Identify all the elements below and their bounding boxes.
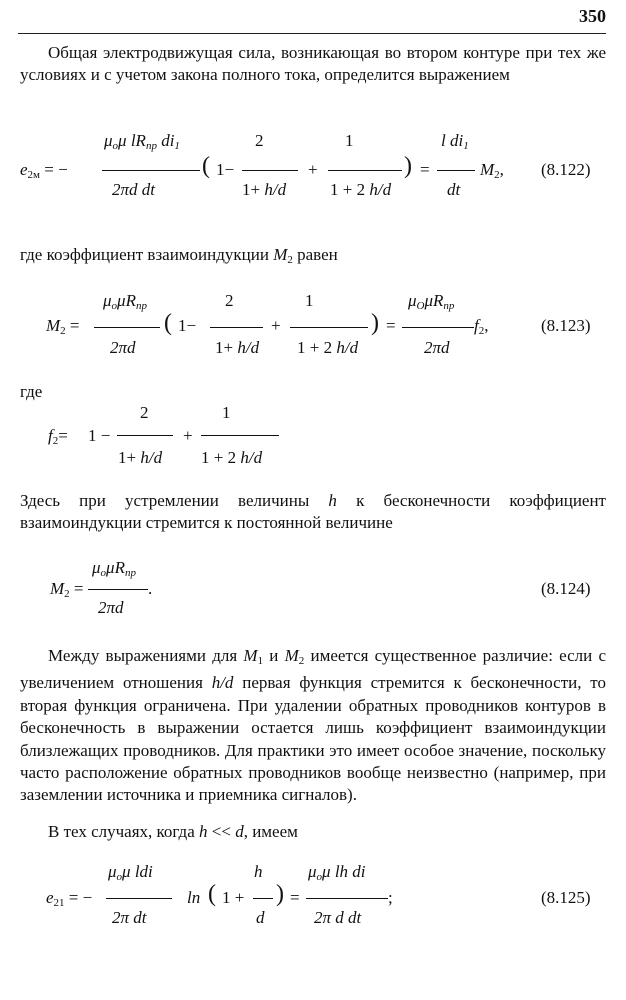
eq4-denominator: 2πd	[98, 598, 124, 617]
eq1-frac3-bar	[328, 170, 402, 171]
eq5-number: (8.125)	[541, 888, 591, 907]
eq4-numerator: $\mu_o\mu R_{пр}$	[92, 558, 136, 579]
eq5-frac3-bar	[306, 898, 388, 899]
eq5-equals: =	[290, 888, 300, 907]
eq5-tail: ;	[388, 888, 393, 907]
eq5-paren-open: (	[208, 881, 216, 907]
eq1-numerator: $\mu_o\mu$ $lR_{пр}$ $di_1$	[104, 131, 180, 152]
eq2-equals: =	[386, 316, 396, 335]
eq4-tail: .	[148, 579, 153, 598]
eq1-frac2-bar	[242, 170, 298, 171]
eq3-frac2-num: 1	[222, 403, 231, 422]
header-rule	[18, 33, 606, 34]
eq1-frac4-num: l $di_1$	[441, 131, 469, 152]
paragraph-case: В тех случаях, когда h << d, имеем	[48, 822, 298, 841]
eq1-frac3-den: 1 + 2 h/d	[330, 180, 392, 199]
eq2-frac3-bar	[290, 327, 368, 328]
eq1-equals: =	[420, 160, 430, 179]
eq3-lhs: $f_2=$	[48, 426, 68, 447]
eq3-frac1-bar	[117, 435, 173, 436]
paragraph-limit: Здесь при устремлении величины h к бесконечности коэффициент взаимоиндукции стремится к постоянной величине	[20, 491, 606, 533]
eq3-one-minus: 1 −	[88, 426, 111, 445]
eq2-number: (8.123)	[541, 316, 591, 335]
eq2-one-minus: 1−	[178, 316, 197, 335]
eq3-frac2-den: 1 + 2 h/d	[201, 448, 263, 467]
eq2-frac3-den: 1 + 2 h/d	[297, 338, 359, 357]
eq1-frac2-num: 2	[255, 131, 264, 150]
eq2-frac2-bar	[210, 327, 263, 328]
eq2-rhs: $f_2$,	[474, 316, 489, 337]
eq4-fraction-bar	[88, 589, 148, 590]
eq5-frac3-den: 2π d dt	[314, 908, 362, 927]
eq1-plus: +	[308, 160, 318, 179]
eq5-frac2-bar	[253, 898, 273, 899]
eq5-ln: ln	[187, 888, 201, 907]
eq3-plus: +	[183, 426, 193, 445]
eq2-frac4-den: 2πd	[424, 338, 450, 357]
eq1-lhs: $e_{2м}$ = −	[20, 160, 68, 181]
eq1-denominator: 2πd dt	[112, 180, 155, 199]
eq2-plus: +	[271, 316, 281, 335]
eq1-one-minus: 1−	[216, 160, 235, 179]
eq5-denominator: 2π dt	[112, 908, 147, 927]
eq2-frac4-bar	[402, 327, 474, 328]
eq1-frac3-num: 1	[345, 131, 354, 150]
eq2-frac2-num: 2	[225, 291, 234, 310]
eq3-frac1-den: 1+ h/d	[118, 448, 163, 467]
eq5-paren-close: )	[276, 881, 284, 907]
paragraph-intro: Общая электродвижущая сила, возникающая во втором контуре при тех же условиях и с учетом закона полного тока, определится выражением	[20, 43, 606, 85]
eq4-number: (8.124)	[541, 579, 591, 598]
eq5-numerator: $\mu_o\mu$ ldi	[108, 862, 153, 883]
eq2-numerator: $\mu_o\mu R_{пр}$	[103, 291, 147, 312]
eq5-fraction-bar	[106, 898, 172, 899]
page-number: 350	[579, 6, 606, 26]
eq1-frac4-bar	[437, 170, 475, 171]
eq2-frac4-num: $\mu_O\mu R_{пр}$	[408, 291, 455, 312]
eq2-denominator: 2πd	[110, 338, 136, 357]
eq3-frac2-bar	[201, 435, 279, 436]
eq3-frac1-num: 2	[140, 403, 149, 422]
eq1-frac2-den: 1+ h/d	[242, 180, 287, 199]
eq5-one-plus: 1 +	[222, 888, 245, 907]
eq4-lhs: $M_2$ =	[50, 579, 84, 600]
eq1-paren-close: )	[404, 153, 412, 179]
eq2-lhs: $M_2$ =	[46, 316, 80, 337]
paragraph-where: где	[20, 382, 43, 401]
eq5-lhs: $e_{21}$ = −	[46, 888, 93, 909]
eq5-frac2-num: h	[254, 862, 263, 881]
eq1-frac4-den: dt	[447, 180, 461, 199]
eq2-paren-close: )	[371, 310, 379, 336]
eq1-number: (8.122)	[541, 160, 591, 179]
eq5-frac3-num: $\mu_o\mu$ lh di	[308, 862, 366, 883]
paragraph-comparison: Между выражениями для $M_1$ и $M_2$ имеется существенное различие: если с увеличением отношения h/d первая функция стремится к бесконечности, то вторая функция ограничена. При удалении обратных проводников контуров в бесконечность в выражении остается лишь коэффициент взаимоиндукции близлежащих проводников. Для практики это имеет особое значение, поскольку часто расположение обратных проводников вообще неизвестно (например, при заземлении источника и приемника сигналов).	[20, 646, 607, 805]
paragraph-mutual-inductance: где коэффициент взаимоиндукции $M_2$ равен	[20, 245, 338, 266]
eq1-fraction-bar	[102, 170, 200, 171]
eq1-paren-open: (	[202, 153, 210, 179]
eq2-frac3-num: 1	[305, 291, 314, 310]
eq2-frac2-den: 1+ h/d	[215, 338, 260, 357]
eq2-paren-open: (	[164, 310, 172, 336]
eq5-frac2-den: d	[256, 908, 265, 927]
eq1-rhs: $M_2$,	[480, 160, 504, 181]
eq2-fraction-bar	[94, 327, 160, 328]
